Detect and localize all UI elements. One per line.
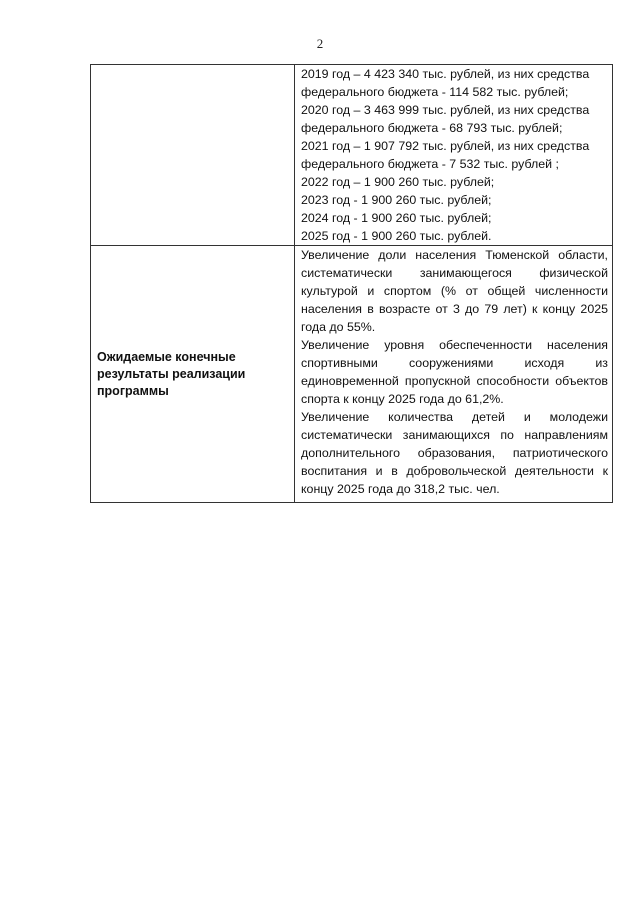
page-number: 2: [316, 36, 324, 51]
result-paragraph: Увеличение количества детей и молодежи систематически занимающихся по направлениям дополнительного образования, патриотического воспитания и в добровольческой деятельности к концу 2025 года до 318,2 тыс. чел.: [301, 410, 608, 496]
results-label-cell: [91, 246, 295, 503]
program-passport-table: [90, 64, 613, 503]
financing-line: 2023 год - 1 900 260 тыс. рублей;: [301, 193, 492, 207]
results-values-cell: [295, 246, 613, 503]
financing-line: 2024 год - 1 900 260 тыс. рублей;: [301, 211, 492, 225]
financing-line: федерального бюджета - 7 532 тыс. рублей ;: [301, 157, 559, 171]
financing-label-cell: [91, 65, 295, 246]
table-row-results: [91, 246, 613, 503]
financing-line: 2022 год – 1 900 260 тыс. рублей;: [301, 175, 495, 189]
table-row-financing: [91, 65, 613, 246]
financing-line: 2025 год - 1 900 260 тыс. рублей.: [301, 229, 492, 243]
result-paragraph: Увеличение уровня обеспеченности населения спортивными сооружениями исходя из единовременной пропускной способности объектов спорта к концу 2025 года до 61,2%.: [301, 338, 608, 406]
financing-line: 2021 год – 1 907 792 тыс. рублей, из них средства: [301, 139, 590, 153]
financing-line: федерального бюджета - 114 582 тыс. рублей;: [301, 85, 569, 99]
financing-line: федерального бюджета - 68 793 тыс. рублей;: [301, 121, 563, 135]
financing-line: 2019 год – 4 423 340 тыс. рублей, из них средства: [301, 67, 590, 81]
financing-line: 2020 год – 3 463 999 тыс. рублей, из них средства: [301, 103, 590, 117]
results-label: Ожидаемые конечные результаты реализации программы: [97, 349, 246, 398]
result-paragraph: Увеличение доли населения Тюменской области, систематически занимающегося физической культурой и спортом (% от общей численности населения в возрасте от 3 до 79 лет) к концу 2025 года до 55%.: [301, 248, 608, 334]
financing-values-cell: [295, 65, 613, 246]
